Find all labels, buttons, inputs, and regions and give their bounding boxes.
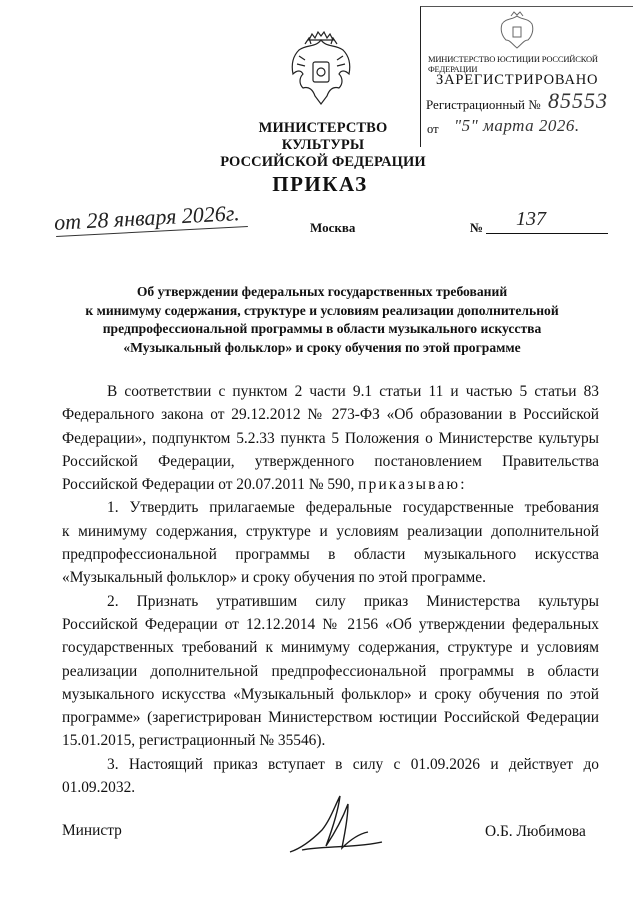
heading-line: предпрофессиональной программы в области музыкального искусства [102,321,542,336]
ministry-line2: РОССИЙСКОЙ ФЕДЕРАЦИИ [220,154,426,170]
body-line: Федерации», подпунктом 5.2.33 пункта 5 Положения о Министерстве культуры [62,429,599,447]
body-line: реализации дополнительной предпрофессиональной программы в области [62,662,599,680]
order-number-line [486,233,608,234]
signer-name: О.Б. Любимова [485,823,586,840]
stamp-ministry: МИНИСТЕРСТВО ЮСТИЦИИ РОССИЙСКОЙ ФЕДЕРАЦИИ [428,54,598,74]
body-line: государственных требований к минимуму содержания, структуре и условиям [62,639,599,657]
stamp-regno-label: Регистрационный № [426,97,541,112]
signature-position: Министр [62,822,122,839]
body-line: программе» (зарегистрирован Министерством юстиции Российской Федерации [62,709,599,727]
order-heading [62,283,582,357]
order-number-value: 137 [516,208,546,230]
body-line: Федерального закона от 29.12.2012 № 273-ФЗ «Об образовании в Российской [62,406,599,424]
heading-line: к минимуму содержания, структуре и условиям реализации дополнительной [85,302,559,318]
body-line: 2. Признать утратившим силу приказ Министерства культуры [107,592,599,610]
body-line: 15.01.2015, регистрационный № 35546). [62,732,326,750]
stamp-regno-value: 85553 [548,88,608,113]
order-date-handwritten: от 28 января 2026г. [53,200,241,235]
ministry-name [218,120,428,171]
order-city: Москва [310,220,356,235]
body-line: к минимуму содержания, структуре и условиям реализации дополнительной [62,522,599,540]
russian-coat-of-arms-icon [285,30,357,108]
handwritten-signature [282,790,392,865]
stamp-coat-of-arms-icon [498,10,536,50]
ministry-line1: МИНИСТЕРСТВО КУЛЬТУРЫ [258,120,388,153]
order-body [62,380,599,799]
body-line: музыкального искусства «Музыкальный фольклор» и сроку обучения по этой [62,685,599,703]
body-line: Российской Федерации, утвержденного постановлением Правительства [62,452,599,470]
order-number-label: № [470,220,484,235]
body-line: предпрофессиональной программы в области музыкального искусства [62,546,599,564]
body-line: В соответствии с пунктом 2 части 9.1 статьи 11 и частью 5 статьи 83 [107,383,599,400]
stamp-registered: ЗАРЕГИСТРИРОВАНО [436,72,599,88]
body-line: 1. Утвердить прилагаемые федеральные государственные требования [107,499,599,517]
body-text: Российской Федерации от 20.07.2011 № 590, [62,476,355,494]
body-line [62,473,599,496]
heading-line: Об утверждении федеральных государственных требований [136,284,508,299]
stamp-date-value: "5" марта 2026. [454,116,580,135]
body-line: 3. Настоящий приказ вступает в силу с 01.09.2026 и действует до 01.09.2032. [62,755,599,797]
order-directive: приказываю: [358,476,467,494]
heading-line: «Музыкальный фольклор» и сроку обучения по этой программе [123,339,521,355]
body-line: «Музыкальный фольклор» и сроку обучения по этой программе. [62,569,486,587]
body-line: Российской Федерации от 12.12.2014 № 2156 «Об утверждении федеральных [62,615,599,633]
order-title: ПРИКАЗ [272,172,368,196]
stamp-date-label: от [427,122,439,136]
